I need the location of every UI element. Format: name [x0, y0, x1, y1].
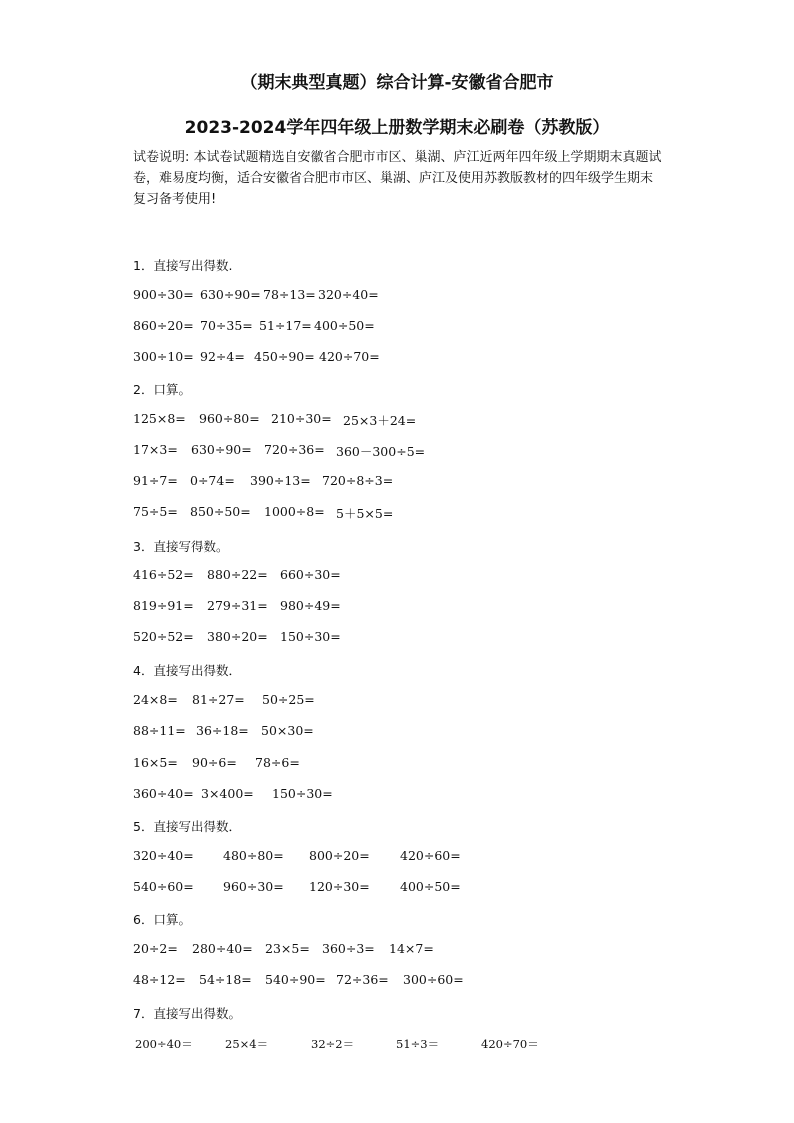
exam-instructions: 试卷说明: 本试卷试题精选自安徽省合肥市市区、巢湖、庐江近两年四年级上学期期末真题试卷，难易度均衡，适合安徽省合肥市市区、巢湖、庐江及使用苏教版教材的四年级学生期末复习备考使用!	[133, 150, 662, 207]
calc-item: 400÷50=	[314, 318, 375, 333]
calc-item: 91÷7=	[133, 473, 178, 488]
calc-item: 16×5=	[133, 755, 178, 770]
calc-item: 390÷13=	[250, 473, 311, 488]
calc-item: 850÷50=	[190, 504, 251, 519]
calc-item: 90÷6=	[192, 755, 237, 770]
calc-item: 3×400=	[201, 786, 254, 801]
question-4-heading: 4．直接写出得数．	[133, 663, 241, 678]
question-7-heading: 7．直接写出得数。	[133, 1006, 241, 1021]
calc-item: 360÷40=	[133, 786, 194, 801]
calc-item: 960÷30=	[223, 879, 284, 894]
calc-item: 125×8=	[133, 411, 186, 426]
calc-item: 630÷90=	[200, 287, 261, 302]
calc-item: 480÷80=	[223, 848, 284, 863]
calc-item: 25×4＝	[225, 1037, 269, 1051]
calc-item: 280÷40=	[192, 941, 253, 956]
calc-item: 5＋5×5=	[336, 506, 394, 521]
calc-item: 819÷91=	[133, 598, 194, 613]
document-title-line-1: （期末典型真题）综合计算-安徽省合肥市	[240, 73, 554, 93]
calc-item: 23×5=	[265, 941, 310, 956]
calc-item: 450÷90=	[254, 349, 315, 364]
calc-item: 420÷70=	[319, 349, 380, 364]
calc-item: 210÷30=	[271, 411, 332, 426]
calc-item: 860÷20=	[133, 318, 194, 333]
calc-item: 150÷30=	[272, 786, 333, 801]
document-title-line-2: 2023-2024学年四年级上册数学期末必刷卷（苏教版）	[184, 118, 610, 138]
calc-item: 36÷18=	[196, 723, 249, 738]
calc-item: 150÷30=	[280, 629, 341, 644]
calc-item: 0÷74=	[190, 473, 235, 488]
calc-item: 50×30=	[261, 723, 314, 738]
calc-item: 540÷60=	[133, 879, 194, 894]
calc-item: 78÷13=	[263, 287, 316, 302]
calc-item: 120÷30=	[309, 879, 370, 894]
calc-item: 630÷90=	[191, 442, 252, 457]
calc-item: 32÷2＝	[311, 1037, 355, 1051]
calc-item: 17×3=	[133, 442, 178, 457]
question-6-heading: 6．口算。	[133, 912, 191, 927]
calc-item: 200÷40＝	[135, 1037, 193, 1051]
calc-item: 48÷12=	[133, 972, 186, 987]
question-1-heading: 1．直接写出得数.	[133, 258, 233, 273]
calc-item: 720÷8÷3=	[322, 473, 394, 488]
calc-item: 900÷30=	[133, 287, 194, 302]
calc-item: 70÷35=	[200, 318, 253, 333]
calc-item: 416÷52=	[133, 567, 194, 582]
question-2-heading: 2．口算。	[133, 382, 191, 397]
calc-item: 660÷30=	[280, 567, 341, 582]
calc-item: 360÷3=	[322, 941, 375, 956]
calc-item: 320÷40=	[318, 287, 379, 302]
calc-item: 81÷27=	[192, 692, 245, 707]
calc-item: 300÷60=	[403, 972, 464, 987]
calc-item: 800÷20=	[309, 848, 370, 863]
calc-item: 720÷36=	[264, 442, 325, 457]
calc-item: 25×3＋24=	[343, 413, 417, 428]
calc-item: 50÷25=	[262, 692, 315, 707]
calc-item: 20÷2=	[133, 941, 178, 956]
calc-item: 980÷49=	[280, 598, 341, 613]
calc-item: 51÷17=	[259, 318, 312, 333]
calc-item: 75÷5=	[133, 504, 178, 519]
calc-item: 54÷18=	[199, 972, 252, 987]
calc-item: 92÷4=	[200, 349, 245, 364]
calc-item: 540÷90=	[265, 972, 326, 987]
question-5-heading: 5．直接写出得数．	[133, 819, 241, 834]
calc-item: 24×8=	[133, 692, 178, 707]
calc-item: 14×7=	[389, 941, 434, 956]
calc-item: 72÷36=	[336, 972, 389, 987]
calc-item: 51÷3＝	[396, 1037, 440, 1051]
calc-item: 320÷40=	[133, 848, 194, 863]
calc-item: 960÷80=	[199, 411, 260, 426]
calc-item: 400÷50=	[400, 879, 461, 894]
question-3-heading: 3．直接写得数。	[133, 539, 229, 554]
calc-item: 78÷6=	[255, 755, 300, 770]
calc-item: 380÷20=	[207, 629, 268, 644]
calc-item: 1000÷8=	[264, 504, 325, 519]
calc-item: 360－300÷5=	[336, 444, 426, 459]
calc-item: 420÷70＝	[481, 1037, 539, 1051]
calc-item: 420÷60=	[400, 848, 461, 863]
calc-item: 520÷52=	[133, 629, 194, 644]
calc-item: 880÷22=	[207, 567, 268, 582]
calc-item: 300÷10=	[133, 349, 194, 364]
calc-item: 88÷11=	[133, 723, 186, 738]
calc-item: 279÷31=	[207, 598, 268, 613]
